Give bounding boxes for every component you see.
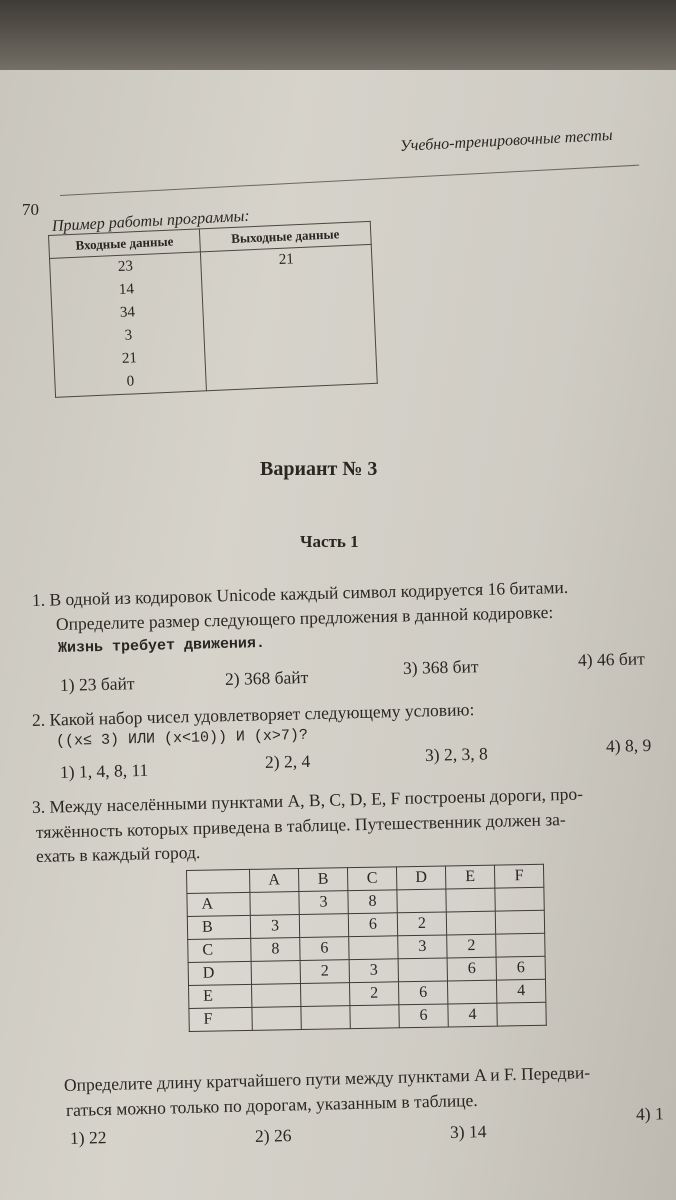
distance-cell [397,889,446,913]
distance-cell: 2 [349,982,398,1006]
q3-option-4: 4) 1 [635,1103,664,1124]
q1-option-1: 1) 23 байт [59,673,135,695]
input-cell [50,252,207,397]
q1-line2: Определите размер следующего предложения в данной кодировке: [55,601,554,634]
distance-cell [349,936,398,960]
q3-line3: ехать в каждый город. [35,841,201,866]
distance-cell: 6 [496,956,545,980]
distance-cell: 6 [300,937,349,961]
input-value: 23 [117,258,134,275]
q2-option-2: 2) 2, 4 [264,750,311,772]
distance-cell [495,910,544,934]
part-title: Часть 1 [300,532,359,551]
running-head: Учебно-тренировочные тесты [399,126,614,155]
distance-cell: 3 [398,935,447,959]
distance-cell [497,1002,546,1026]
q3-option-2: 2) 26 [254,1125,292,1146]
distance-cell [252,984,301,1008]
output-header: Выходные данные [199,221,371,251]
distance-cell [350,1005,399,1029]
distance-cell [300,983,349,1007]
table-corner-cell [187,869,250,893]
distance-cell [251,961,300,985]
q2-option-3: 3) 2, 3, 8 [424,743,488,765]
distance-cell: 6 [398,981,447,1005]
input-value: 3 [124,327,133,344]
distance-cell [496,933,545,957]
q2-option-4: 4) 8, 9 [605,734,652,756]
q2-option-1: 1) 1, 4, 8, 11 [59,759,149,782]
q1-sentence: Жизнь требует движения. [57,634,266,657]
distance-cell [446,911,495,935]
row-header: F [189,1007,252,1031]
input-value: 0 [126,373,135,390]
distance-cell [299,914,348,938]
variant-title: Вариант № 3 [260,458,378,480]
column-header: D [396,866,445,890]
distance-cell: 8 [348,890,397,914]
output-cell [200,244,377,390]
distance-cell [446,888,495,912]
q1-option-2: 2) 368 байт [224,666,309,689]
distance-cell: 2 [300,960,349,984]
column-header: E [445,865,494,889]
row-header: B [187,915,250,939]
distance-cell: 3 [299,891,348,915]
distance-cell [250,892,299,916]
column-header: B [298,868,347,892]
q3-option-1: 1) 22 [69,1127,107,1148]
column-header: F [494,864,543,888]
distance-cell: 6 [399,1004,448,1028]
distance-cell [301,1006,350,1030]
distance-cell [252,1007,301,1031]
input-value: 14 [118,281,135,298]
q3-line2: тяжённость которых приведена в таблице. Путешественник должен за- [35,809,566,842]
example-table [48,221,378,398]
page-number: 70 [22,200,39,219]
q3-after-line2: гаться можно только по дорогам, указанным в таблице. [65,1089,478,1120]
row-header: E [189,984,252,1008]
distance-cell: 3 [250,915,299,939]
distance-cell [398,958,447,982]
distance-cell [495,887,544,911]
q1-option-4: 4) 46 бит [577,648,645,670]
column-header: A [249,869,298,893]
q2-condition: ((x≤ 3) ИЛИ (x<10)) И (x>7)? [55,726,309,750]
distance-cell: 2 [447,934,496,958]
input-value: 34 [119,304,136,321]
row-header: D [188,961,251,985]
distance-cell: 3 [349,959,398,983]
q3-after-line1: Определите длину кратчайшего пути между пунктами A и F. Передви- [63,1062,591,1095]
distance-cell: 2 [397,912,446,936]
output-value: 21 [278,251,295,268]
q1-option-3: 3) 368 бит [402,656,479,678]
q3-option-3: 3) 14 [449,1121,487,1142]
row-header: A [187,892,250,916]
distance-cell: 6 [447,957,496,981]
distance-table [186,864,547,1032]
q1-line1: 1. В одной из кодировок Unicode каждый символ кодируется 16 битами. [31,576,569,610]
distance-cell: 6 [348,913,397,937]
distance-cell: 4 [496,979,545,1003]
q2-line1: 2. Какой набор чисел удовлетворяет следующему условию: [31,699,475,730]
distance-cell: 8 [251,938,300,962]
column-header: C [347,867,396,891]
example-caption: Пример работы программы: [51,207,251,235]
row-header: C [188,938,251,962]
input-header: Входные данные [49,229,201,259]
distance-cell: 4 [448,1003,497,1027]
distance-cell [447,980,496,1004]
q3-line1: 3. Между населёнными пунктами A, B, C, D, E, F построены дороги, про- [31,783,584,817]
input-value: 21 [121,350,138,367]
